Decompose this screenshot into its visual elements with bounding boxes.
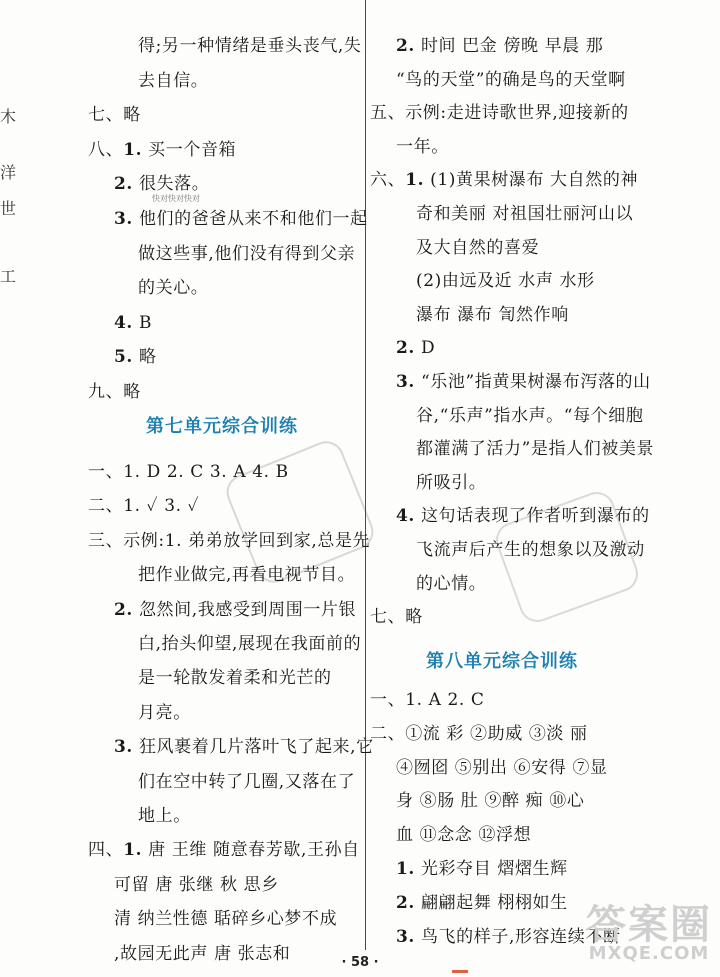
line-text: (1)黄果树瀑布 大自然的神 [424, 170, 639, 191]
item-prefix: 一、 [88, 462, 124, 482]
text-line [370, 102, 629, 124]
line-text: “鸟的天堂”的确是鸟的天堂啊 [396, 69, 626, 90]
line-text: 一年。 [396, 136, 449, 157]
check-stamp: 快对快对快对 [152, 194, 200, 203]
line-text: 谷,“乐声”指水声。“每个细胞 [416, 405, 644, 426]
text-line [416, 304, 569, 326]
text-line [396, 69, 626, 91]
item-number: 4. [114, 312, 133, 333]
left-edge-char: 世 [0, 199, 17, 218]
text-line [416, 539, 645, 561]
item-number: 3. [114, 737, 133, 758]
item-prefix: 一、 [370, 690, 406, 710]
item-number: 1. [396, 859, 415, 879]
line-text: 清 纳兰性德 聒碎乡心梦不成 [114, 909, 338, 930]
left-edge-char: 洋 [0, 163, 17, 182]
line-text: 血 ⑪念念 ⑫浮想 [396, 825, 532, 846]
item-prefix: 三、 [88, 530, 124, 551]
line-text: 七、略 [88, 105, 141, 126]
text-line [114, 874, 279, 896]
line-text: 光彩夺目 熠熠生辉 [414, 859, 568, 879]
item-prefix: 六、 [370, 170, 406, 191]
item-number: 3. [396, 372, 415, 392]
text-line [138, 564, 355, 586]
line-text: 瀑布 瀑布 訇然作响 [416, 304, 569, 325]
item-number: 3. [396, 926, 415, 947]
item-prefix: 四、 [88, 840, 124, 861]
line-text: 示例:走进诗歌世界,迎接新的 [405, 103, 629, 124]
text-line [114, 312, 152, 334]
watermark-domain: MXQE.COM [588, 943, 710, 964]
line-text: ④囫囵 ⑤别出 ⑥安得 ⑦显 [396, 757, 608, 778]
line-text: 的心情。 [416, 573, 487, 594]
line-text: 得;另一种情绪是垂头丧气,失 [138, 36, 362, 56]
line-text: 狂风裹着几片落叶飞了起来,它 [132, 737, 374, 758]
text-line [396, 757, 608, 779]
line-text: D [414, 338, 436, 359]
text-line [114, 346, 157, 368]
line-text: 都灌满了活力”是指人们被美景 [416, 439, 655, 460]
text-line [370, 606, 423, 628]
section-title-unit8: 第八单元综合训练 [426, 651, 578, 672]
text-line [138, 633, 361, 655]
item-number: 2. [396, 36, 415, 56]
text-line [416, 472, 486, 494]
line-text: 白,抬头仰望,展现在我面前的 [138, 634, 362, 654]
page-number: · 58 · [341, 955, 379, 970]
text-line [396, 505, 650, 527]
text-line [396, 858, 568, 880]
text-line [114, 736, 374, 758]
text-line [396, 35, 603, 57]
line-text: 翩翩起舞 栩栩如生 [414, 892, 568, 913]
line-text: 所吸引。 [416, 472, 487, 493]
line-text: 这句话表现了作者听到瀑布的 [414, 506, 650, 527]
text-line [114, 599, 356, 621]
item-number: 1. [405, 170, 425, 191]
text-line [88, 495, 199, 517]
text-line [416, 438, 654, 460]
text-line [138, 702, 191, 724]
left-edge-char: 工 [0, 267, 17, 286]
column-divider [365, 0, 366, 950]
line-text: 很失落。 [132, 174, 210, 195]
item-number: 1. [123, 840, 143, 861]
text-line [114, 208, 368, 230]
text-line [416, 573, 486, 595]
left-edge-char: 木 [0, 107, 17, 126]
item-number: 2. [114, 174, 133, 195]
text-line [138, 667, 332, 689]
text-line [138, 805, 191, 827]
line-text: 他们的爸爸从来不和他们一起 [132, 209, 368, 229]
line-text: ①流 彩 ②助威 ③淡 丽 [405, 723, 588, 744]
text-line [114, 908, 337, 930]
line-text: 时间 巴金 傍晚 早晨 那 [414, 36, 604, 56]
line-text: 买一个音箱 [142, 139, 237, 160]
text-line [138, 771, 355, 793]
text-line [88, 381, 141, 403]
item-number: 2. [114, 599, 133, 620]
text-line [396, 337, 435, 359]
text-line [138, 243, 355, 265]
line-text: 略 [132, 347, 157, 368]
text-line [416, 203, 633, 225]
item-number: 4. [396, 506, 415, 527]
text-line [396, 892, 568, 914]
text-line [416, 237, 539, 259]
text-line [88, 104, 141, 126]
text-line [138, 35, 362, 57]
text-line [88, 530, 370, 552]
line-text: 地上。 [138, 806, 191, 826]
text-line [370, 723, 588, 745]
text-line [396, 371, 651, 393]
text-line [396, 824, 531, 846]
text-line [370, 169, 638, 191]
item-number: 5. [114, 347, 133, 368]
line-text: 示例:1. 弟弟放学回到家,总是先 [123, 530, 371, 551]
line-text: B [132, 312, 153, 333]
line-text: 的关心。 [138, 278, 209, 299]
line-text: 唐 王维 随意春芳歇,王孙自 [142, 840, 360, 861]
item-prefix: 二、 [370, 723, 406, 744]
line-text: 去自信。 [138, 70, 209, 91]
line-text: 奇和美丽 对祖国壮丽河山以 [416, 204, 634, 224]
text-line [88, 461, 289, 483]
line-text: 忽然间,我感受到周围一片银 [132, 599, 357, 620]
line-text: 月亮。 [138, 702, 191, 723]
text-line [138, 277, 208, 299]
text-line [416, 270, 595, 292]
line-text: 可留 唐 张继 秋 思乡 [114, 874, 279, 895]
section-title-unit7: 第七单元综合训练 [146, 416, 298, 437]
line-text: 1. ✓ 3. ✓ [123, 496, 200, 517]
line-text: 七、略 [370, 607, 423, 628]
item-number: 2. [396, 338, 415, 359]
line-text: 身 ⑧肠 肚 ⑨醉 痴 ⑩心 [396, 791, 585, 812]
line-text: “乐池”指黄果树瀑布泻落的山 [414, 372, 651, 392]
line-text: 1. D 2. C 3. A 4. B [123, 462, 289, 482]
line-text: 鸟飞的样子,形容连续不断 [414, 926, 621, 947]
text-line [88, 839, 360, 861]
item-number: 2. [396, 892, 415, 913]
line-text: (2)由远及近 水声 水形 [416, 271, 595, 292]
line-text: 九、略 [88, 382, 141, 402]
line-text: 做这些事,他们没有得到父亲 [138, 243, 356, 264]
text-line [370, 689, 485, 711]
item-prefix: 五、 [370, 103, 406, 124]
watermark-logo-text: 答案圈 [586, 902, 712, 948]
line-text: 1. A 2. C [405, 690, 485, 710]
line-text: 们在空中转了几圈,又落在了 [138, 771, 356, 792]
line-text: 把作业做完,再看电视节目。 [138, 565, 356, 586]
bottom-mark [452, 970, 468, 973]
text-line [396, 790, 584, 812]
item-number: 1. [123, 139, 143, 160]
item-prefix: 八、 [88, 139, 124, 160]
text-line [138, 70, 208, 92]
line-text: 是一轮散发着柔和光芒的 [138, 668, 332, 689]
line-text: ,故园无此声 唐 张志和 [114, 943, 291, 964]
text-line [88, 139, 236, 161]
line-text: 及大自然的喜爱 [416, 237, 540, 258]
item-number: 3. [114, 209, 133, 229]
line-text: 飞流声后产生的想象以及激动 [416, 540, 645, 560]
text-line [396, 136, 449, 158]
item-prefix: 二、 [88, 496, 124, 517]
text-line [416, 405, 643, 427]
